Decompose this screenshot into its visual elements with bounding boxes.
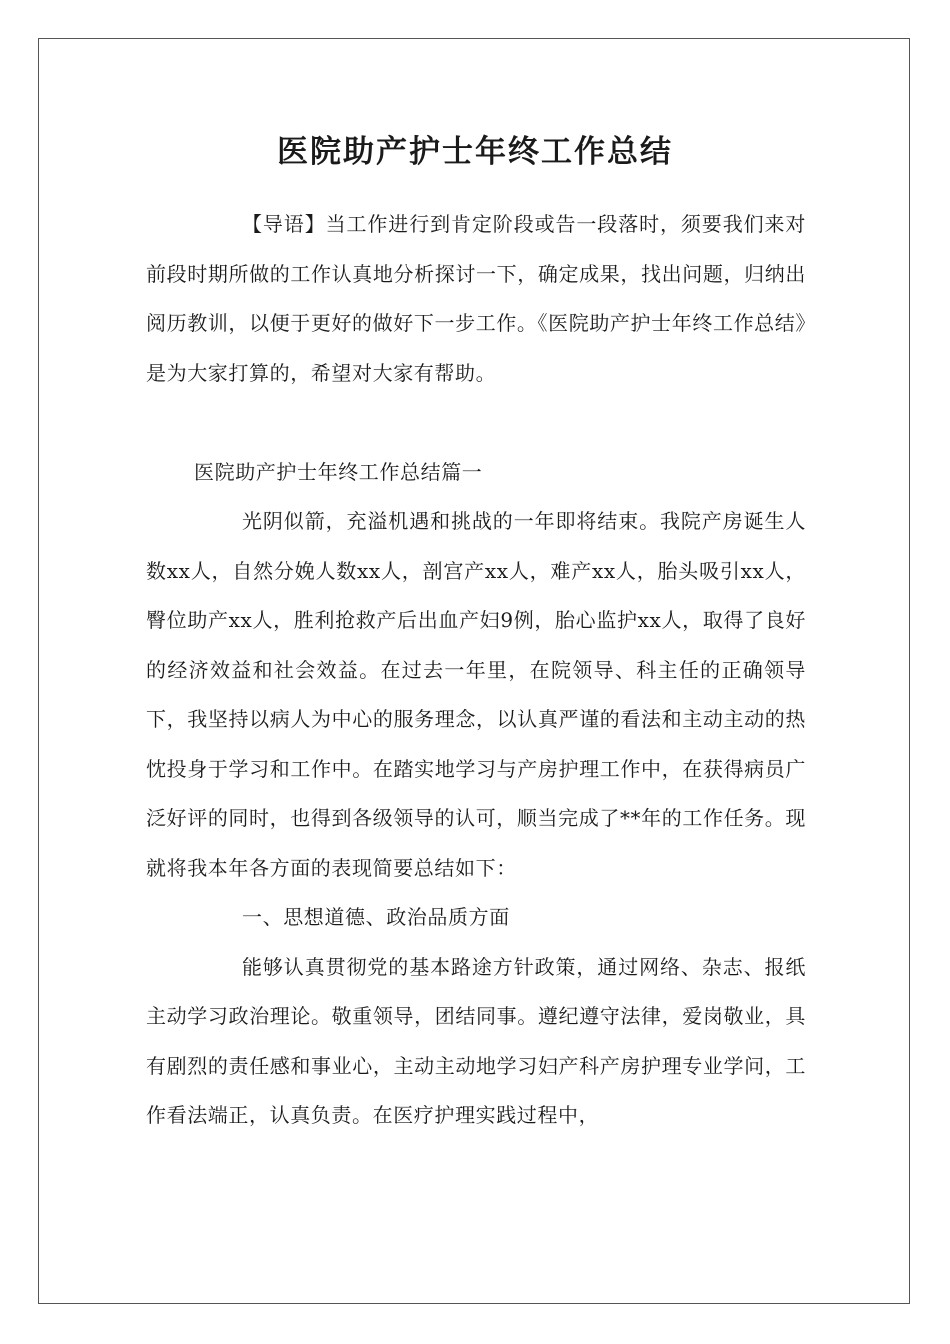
body-paragraph-2: 能够认真贯彻党的基本路途方针政策，通过网络、杂志、报纸主动学习政治理论。敬重领导，团结同事。遵纪遵守法律，爱岗敬业，具有剧烈的责任感和事业心，主动主动地学习妇产科产房护理专业学问，工作看法端正，认真负责。在医疗护理实践过程中， (146, 954, 806, 1127)
section-heading-1: 一、思想道德、政治品质方面 (242, 905, 510, 929)
body-paragraph-1: 光阴似箭，充溢机遇和挑战的一年即将结束。我院产房诞生人数xx人，自然分娩人数xx人，剖宫产xx人，难产xx人，胎头吸引xx人，臀位助产xx人，胜利抢救产后出血产妇9例，胎心监护xx人，取得了良好的经济效益和社会效益。在过去一年里，在院领导、科主任的正确领导下，我坚持以病人为中心的服务理念，以认真严谨的看法和主动主动的热忱投身于学习和工作中。在踏实地学习与产房护理工作中，在获得病员广泛好评的同时，也得到各级领导的认可，顺当完成了**年的工作任务。现就将我本年各方面的表现简要总结如下： (146, 509, 806, 880)
document-title: 医院助产护士年终工作总结 (277, 134, 673, 170)
document-body (146, 200, 806, 1141)
section-title: 医院助产护士年终工作总结篇一 (194, 459, 483, 484)
paragraph-spacer (146, 398, 806, 448)
intro-paragraph: 【导语】当工作进行到肯定阶段或告一段落时，须要我们来对前段时期所做的工作认真地分析探讨一下，确定成果，找出问题，归纳出阅历教训，以便于更好的做好下一步工作。《医院助产护士年终工作总结》是为大家打算的，希望对大家有帮助。 (146, 212, 806, 385)
